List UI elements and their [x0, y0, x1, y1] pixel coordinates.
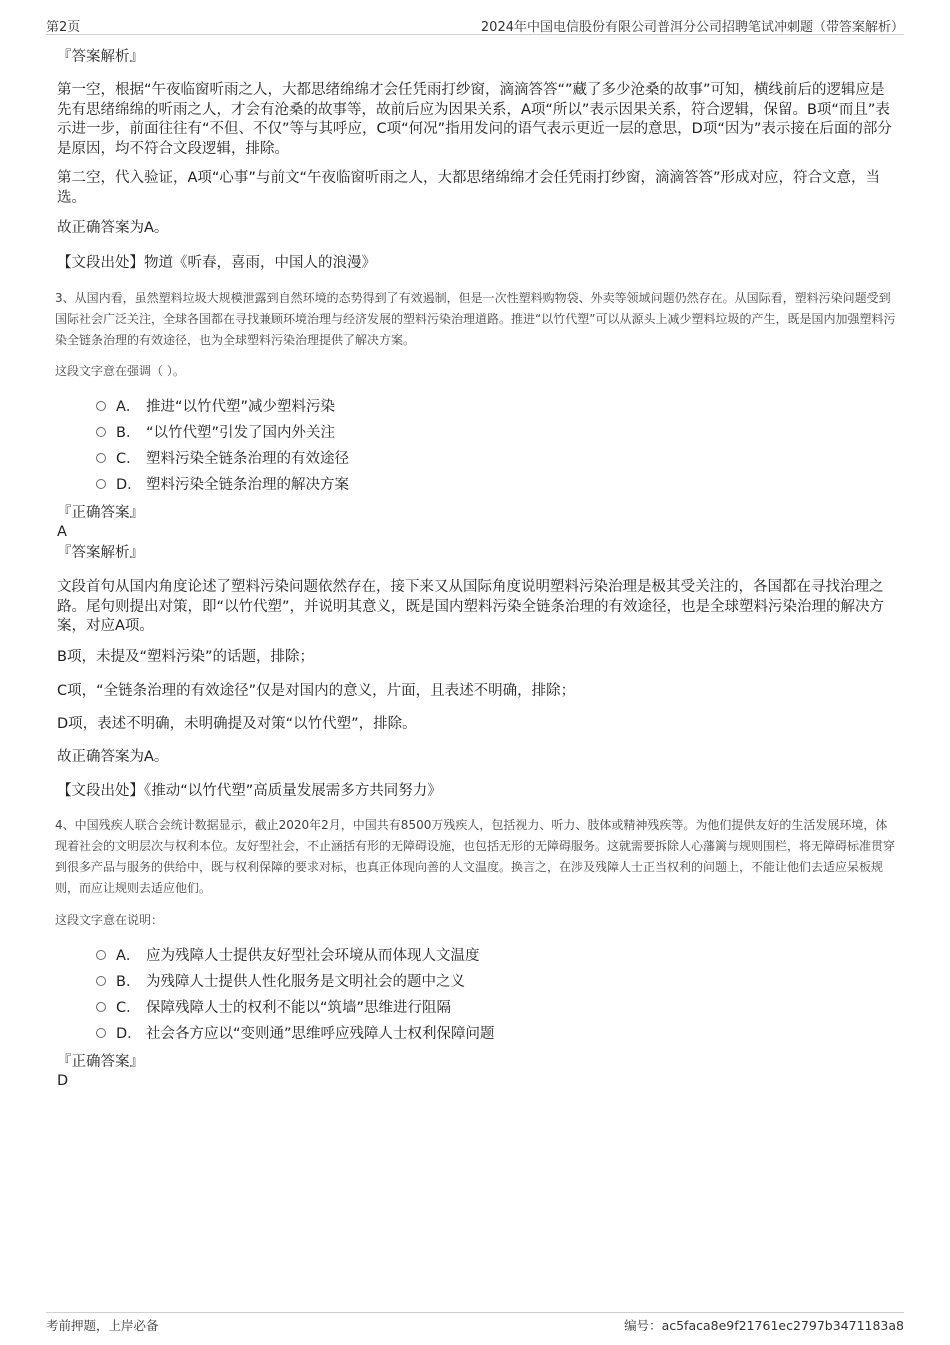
- answer-analysis-label: 『答案解析』: [57, 49, 144, 65]
- correct-answer: D: [57, 1073, 69, 1089]
- question-prompt: 这段文字意在说明：: [55, 913, 164, 927]
- answer-conclusion: 故正确答案为A。: [57, 749, 169, 765]
- analysis-option-d: D项，表述不明确，未明确提及对策“以竹代塑”，排除。: [57, 716, 417, 732]
- option-b[interactable]: B． 为残障人士提供人性化服务是文明社会的题中之义: [96, 971, 465, 993]
- radio-icon[interactable]: [96, 1002, 106, 1012]
- radio-icon[interactable]: [96, 976, 106, 986]
- analysis-option-b: B项，未提及“塑料污染”的话题，排除；: [57, 649, 314, 665]
- answer-conclusion: 故正确答案为A。: [57, 220, 169, 236]
- footer-slogan: 考前押题，上岸必备: [46, 1318, 159, 1333]
- page-footer: [46, 1312, 904, 1333]
- option-c[interactable]: C． 塑料污染全链条治理的有效途径: [96, 448, 349, 470]
- analysis-paragraph: 第二空，代入验证，A项“心事”与前文“午夜临窗听雨之人，大都思绪绵绵才会任凭雨打纱窗，滴滴答答”形成对应，符合文意，当选。: [57, 170, 880, 206]
- analysis-option-c: C项，“全链条治理的有效途径”仅是对国内的意义，片面，且表述不明确，排除；: [57, 683, 576, 699]
- passage-source: 【文段出处】《推动“以竹代塑”高质量发展需多方共同努力》: [57, 783, 442, 799]
- radio-icon[interactable]: [96, 950, 106, 960]
- page-number: 第2页: [46, 20, 81, 35]
- option-c[interactable]: C． 保障残障人士的权利不能以“筑墙”思维进行阻隔: [96, 997, 451, 1019]
- passage-source: 【文段出处】物道《听春，喜雨，中国人的浪漫》: [57, 255, 376, 271]
- correct-answer-label: 『正确答案』: [57, 505, 144, 521]
- radio-icon[interactable]: [96, 453, 106, 463]
- answer-analysis-label: 『答案解析』: [57, 545, 144, 561]
- option-a[interactable]: A． 应为残障人士提供友好型社会环境从而体现人文温度: [96, 945, 480, 967]
- correct-answer: A: [57, 524, 67, 540]
- question-stem: 4、中国残疾人联合会统计数据显示，截止2020年2月，中国共有8500万残疾人，包括视力、听力、肢体或精神残疾等。为他们提供友好的生活发展环境，体现着社会的文明层次与权利本位。友好型社会，不止涵括有形的无障碍设施，也包括无形的无障碍服务。这就需要拆除人心藩篱与规则围栏，将无障碍标准贯穿到很多产品与服务的供给中，既与权利保障的要求对标，也真正体现向善的人文温度。换言之，在涉及残障人士正当权利的问题上，不能让他们去适应呆板规则，而应让规则去适应他们。: [55, 818, 896, 895]
- analysis-paragraph: 文段首句从国内角度论述了塑料污染问题依然存在，接下来又从国际角度说明塑料污染治理是极其受关注的，各国都在寻找治理之路。尾句则提出对策，即“以竹代塑”，并说明其意义，既是国内塑料污染全链条治理的有效途径，也是全球塑料污染治理的解决方案，对应A项。: [57, 579, 885, 634]
- option-b[interactable]: B． “以竹代塑”引发了国内外关注: [96, 422, 335, 444]
- option-d[interactable]: D． 塑料污染全链条治理的解决方案: [96, 474, 349, 496]
- question-stem: 3、从国内看，虽然塑料垃圾大规模泄露到自然环境的态势得到了有效遏制，但是一次性塑料购物袋、外卖等领域问题仍然存在。从国际看，塑料污染问题受到国际社会广泛关注，全球各国都在寻找兼顾环境治理与经济发展的塑料污染治理道路。推进“以竹代塑”可以从源头上减少塑料垃圾的产生，既是国内加强塑料污染全链条治理的有效途径，也为全球塑料污染治理提供了解决方案。: [55, 291, 896, 347]
- radio-icon[interactable]: [96, 427, 106, 437]
- radio-icon[interactable]: [96, 401, 106, 411]
- analysis-paragraph: 第一空，根据“午夜临窗听雨之人，大都思绪绵绵才会任凭雨打纱窗，滴滴答答“”藏了多少沧桑的故事”可知，横线前后的逻辑应是先有思绪绵绵的听雨之人，才会有沧桑的故事等，故前后应为因果关系，A项“所以”表示因果关系，符合逻辑，保留。B项“而且”表示进一步，前面往往有“不但、不仅”等与其呼应，C项“何况”指用发问的语气表示更近一层的意思，D项“因为”表示接在后面的部分是原因，均不符合文段逻辑，排除。: [57, 82, 892, 157]
- page-header: [46, 14, 904, 35]
- question-prompt: 这段文字意在强调（ ）。: [55, 364, 185, 378]
- correct-answer-label: 『正确答案』: [57, 1054, 144, 1070]
- radio-icon[interactable]: [96, 1028, 106, 1038]
- option-a[interactable]: A． 推进“以竹代塑”减少塑料污染: [96, 396, 335, 418]
- document-id: 编号：ac5faca8e9f21761ec2797b3471183a8: [624, 1318, 904, 1333]
- radio-icon[interactable]: [96, 479, 106, 489]
- option-d[interactable]: D． 社会各方应以“变则通”思维呼应残障人士权利保障问题: [96, 1023, 495, 1045]
- document-title: 2024年中国电信股份有限公司普洱分公司招聘笔试冲刺题（带答案解析）: [480, 20, 904, 35]
